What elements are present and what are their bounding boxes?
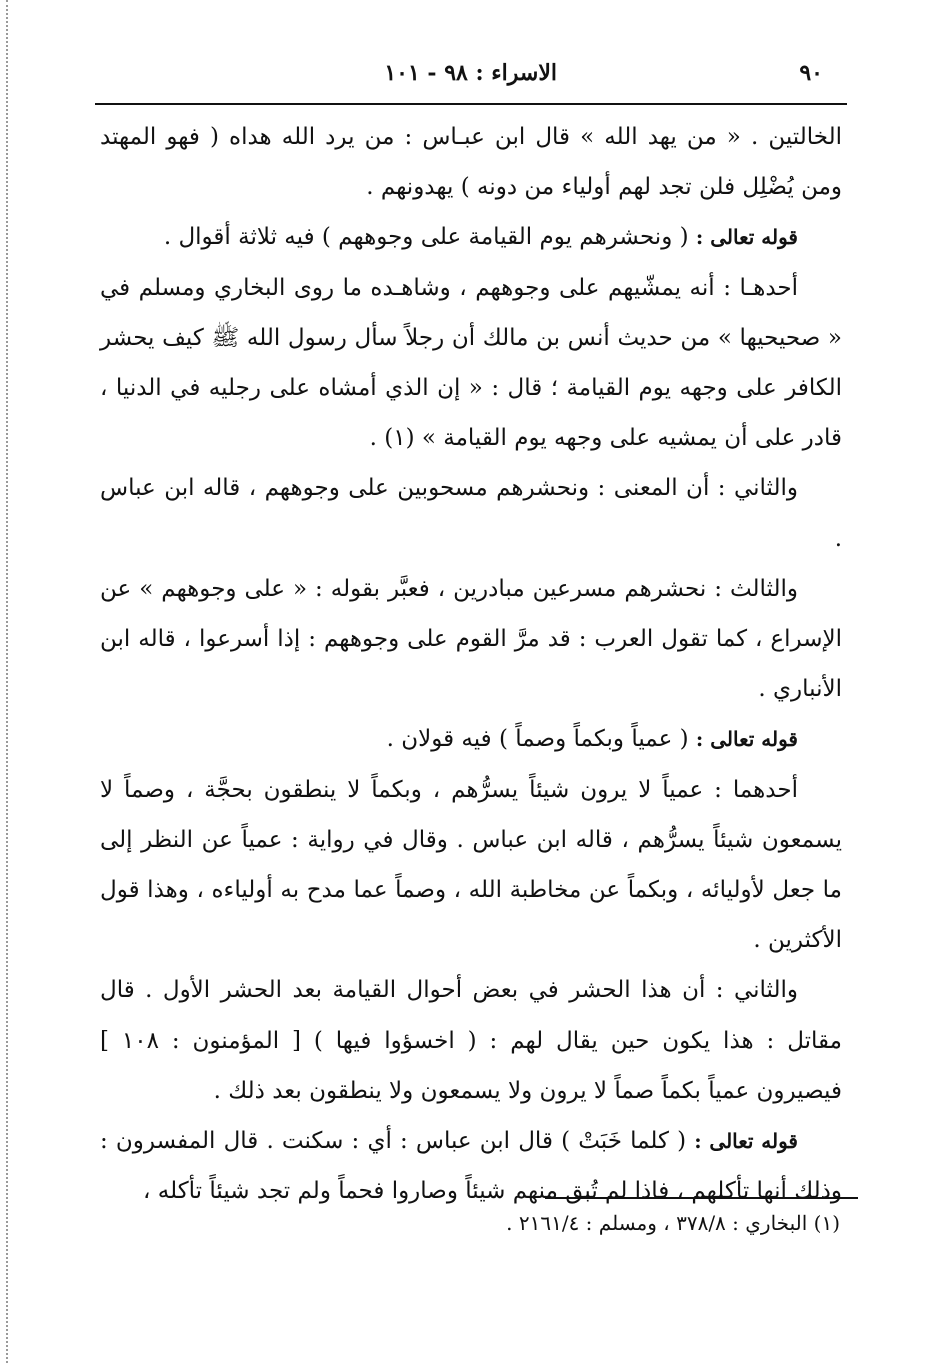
paragraph-first-opinion	[100, 263, 842, 464]
paragraph-text: أحدهـا : أنه يمشّيهم على وجوههم ، وشاهـده ما روى البخاري ومسلم في « صحيحيها » من حديث أنس بن مالك أن رجلاً سأل رسول الله ﷺ كيف يحشر الكافر على وجهه يوم القيامة ؛ قال : « إن الذي أمشاه على رجليه في الدنيا ، قادر على أن يمشيه على وجهه يوم القيامة » (١) .	[100, 274, 842, 452]
page-header	[95, 58, 847, 102]
footnote: (١) البخاري : ٣٧٨/٨ ، ومسلم : ٢١٦١/٤ .	[506, 1211, 840, 1235]
paragraph-text: والثالث : نحشرهم مسرعين مبادرين ، فعبَّر بقوله : « على وجوههم » عن الإسراع ، كما تقول العرب : قد مرَّ القوم على وجوههم : إذا أسرعوا ، قاله ابن الأنباري .	[100, 575, 842, 703]
page-number: ٩٠	[799, 60, 823, 86]
paragraph-text: الخالتين . « من يهد الله » قال ابن عبـاس : من يرد الله هداه ( فهو المهتد ومن يُضْلِل فلن تجد لهم أولياء من دونه ) يهدونهم .	[100, 124, 842, 201]
paragraph-text: ( عمياً وبكماً وصماً ) فيه قولان .	[386, 726, 696, 753]
verse-lead: قوله تعالى :	[695, 727, 798, 752]
paragraph-second-opinion	[100, 965, 842, 1116]
verse-lead: قوله تعالى :	[694, 1129, 798, 1154]
main-text	[100, 112, 842, 1216]
running-title: الاسراء : ٩٨ - ١٠١	[384, 60, 557, 86]
paragraph-text: والثاني : أن المعنى : ونحشرهم مسحوبين على وجوههم ، قاله ابن عباس .	[100, 475, 842, 552]
footnote-divider	[545, 1197, 858, 1199]
paragraph-text: ( كلما خَبَتْ ) قال ابن عباس : أي : سكنت . قال المفسرون : وذلك أنها تأكلهم ، فاذا لم تُبق منهم شيئاً وصاروا فحماً ولم تجد شيئاً تأكله ،	[100, 1128, 842, 1205]
paragraph-verse-heading	[100, 1116, 842, 1216]
scan-edge-dots	[6, 0, 8, 1363]
paragraph-verse-heading	[100, 714, 842, 764]
paragraph-second-opinion	[100, 463, 842, 563]
paragraph-text: ( ونحشرهم يوم القيامة على وجوههم ) فيه ثلاثة أقوال .	[163, 224, 696, 251]
paragraph-first-opinion	[100, 765, 842, 966]
paragraph-text: والثاني : أن هذا الحشر في بعض أحوال القيامة بعد الحشر الأول . قال مقاتل : هذا يكون حين يقال لهم : ( اخسؤوا فيها ) [ المؤمنون : ١٠٨ ] فيصيرون عمياً بكماً صماً لا يرون ولا يسمعون ولا ينطقون بعد ذلك .	[100, 977, 842, 1104]
header-divider	[95, 103, 847, 105]
paragraph-verse-heading	[100, 212, 842, 262]
verse-lead: قوله تعالى :	[695, 225, 798, 250]
paragraph-third-opinion	[100, 564, 842, 715]
paragraph-continuation	[100, 112, 842, 212]
paragraph-text: أحدهما : عمياً لا يرون شيئاً يسرُّهم ، وبكماً لا ينطقون بحجَّة ، وصماً لا يسمعون شيئاً يسرُّهم ، قاله ابن عباس . وقال في رواية : عمياً عن النظر إلى ما جعل لأوليائه ، وبكماً عن مخاطبة الله ، وصماً عما مدح به أولياءه ، وهذا قول الأكثرين .	[100, 776, 842, 954]
